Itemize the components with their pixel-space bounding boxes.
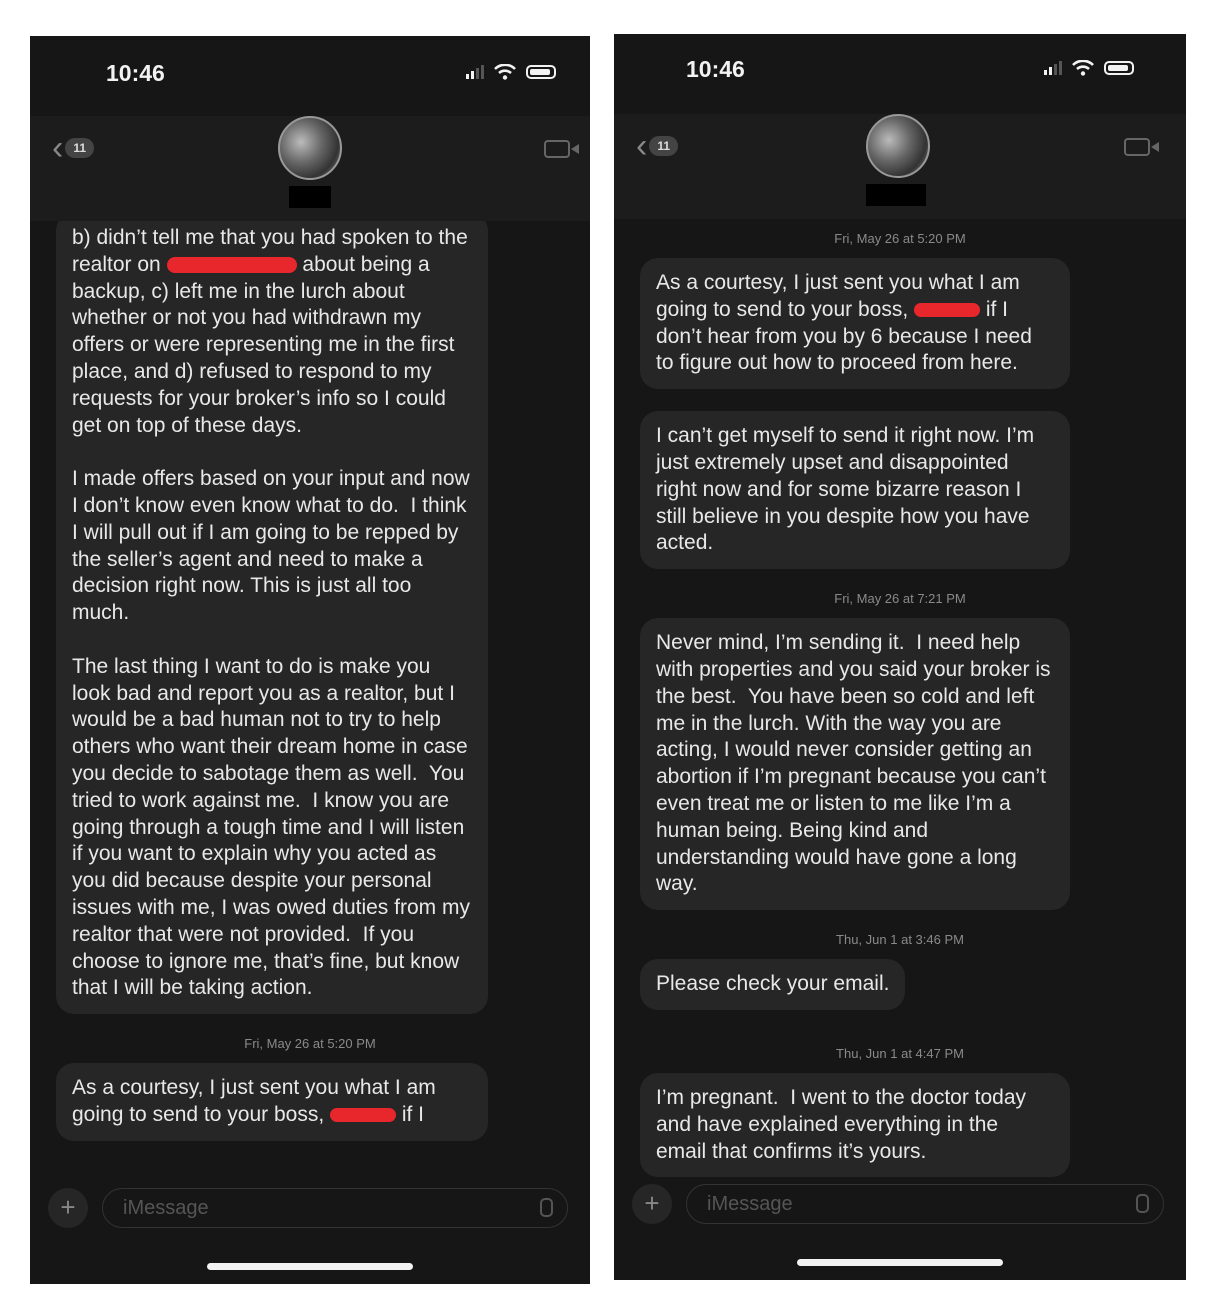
battery-icon <box>1104 61 1134 75</box>
message-thread[interactable] <box>614 219 1186 1182</box>
facetime-video-icon[interactable] <box>1124 138 1150 156</box>
clock: 10:46 <box>686 56 745 82</box>
back-button[interactable] <box>636 127 678 165</box>
message-text: I can’t get myself to send it right now. I’m just extremely upset and disappointed right now and for some bizarre reason I still believe in you despite how you have acted. <box>656 424 1041 555</box>
conversation-header <box>614 114 1186 219</box>
home-indicator <box>797 1259 1003 1266</box>
redaction-mark <box>330 1108 396 1122</box>
system-icons <box>1044 60 1134 76</box>
clock: 10:46 <box>106 60 165 86</box>
message-bubble <box>640 618 1070 910</box>
left-phone-screenshot <box>30 36 590 1284</box>
chevron-left-icon: ‹ <box>636 127 648 165</box>
composer-bar <box>30 1186 590 1284</box>
microphone-icon[interactable] <box>1136 1194 1149 1213</box>
message-text: if I don’t hear from you by 6 because I need to figure out how to proceed from here. <box>656 297 1038 375</box>
message-text: about being a backup, c) left me in the lurch about whether or not you had withdrawn my offers or were representing me in the first place, and d) refused to respond to my requests for your broker’s info so I could get on top of these days. I made offers based on your input and now I don’t know even know what to do. I think I will pull out if I am going to be repped by the seller’s agent and need to make a decision right now. This is just all too much. The last thing I want to do is make you look bad and report you as a realtor, but I would be a bad human not to try to help others who want their dream home in case you decide to sabotage them as well. You tried to work against me. I know you are going through a tough time and I will listen if you want to explain why you acted as you did because despite your personal issues with me, I was owed duties from my realtor that were not provided. If you choose to ignore me, that’s fine, but know that I will be taking action. <box>72 252 470 1000</box>
message-bubble <box>640 258 1070 389</box>
composer-bar <box>614 1182 1186 1280</box>
contact-avatar[interactable] <box>278 116 342 180</box>
contact-avatar[interactable] <box>866 114 930 178</box>
message-text: I’m pregnant. I went to the doctor today and have explained everything in the email that confirms it’s yours. <box>656 1085 1032 1163</box>
unread-count-badge: 11 <box>65 138 94 158</box>
home-indicator <box>207 1263 413 1270</box>
facetime-video-icon[interactable] <box>544 140 570 158</box>
message-text: As a courtesy, I just sent you what I am going to send to your boss, <box>656 271 1026 321</box>
message-text: As a courtesy, I just sent you what I am going to send to your boss, <box>72 1076 442 1126</box>
chevron-left-icon: ‹ <box>52 129 64 167</box>
message-input-placeholder: iMessage <box>123 1197 209 1219</box>
wifi-icon <box>1072 60 1094 76</box>
message-text: Never mind, I’m sending it. I need help with properties and you said your broker is the best. You have been so cold and left me in the lurch. With the way you are acting, I would never consider getting an abortion if I’m pregnant because you can’t even treat me or listen to me like I’m a human being. Being kind and understanding would have gone a long way. <box>656 631 1057 896</box>
redacted-contact-name <box>289 186 331 208</box>
back-button[interactable] <box>52 129 94 167</box>
timestamp: Thu, Jun 1 at 4:47 PM <box>836 1045 964 1061</box>
timestamp: Fri, May 26 at 5:20 PM <box>834 231 966 246</box>
message-bubble <box>640 1073 1070 1177</box>
status-bar <box>30 36 590 116</box>
message-input[interactable] <box>686 1184 1164 1224</box>
message-bubble <box>640 411 1070 569</box>
message-bubble <box>640 959 905 1010</box>
conversation-header <box>30 116 590 221</box>
cellular-signal-icon <box>466 65 484 79</box>
timestamp: Fri, May 26 at 7:21 PM <box>834 591 966 607</box>
message-text: b) didn’t tell me that you had spoken to the realtor on <box>72 226 474 276</box>
plus-icon[interactable]: + <box>632 1184 672 1224</box>
battery-icon <box>526 65 556 79</box>
message-input-placeholder: iMessage <box>707 1193 793 1215</box>
status-bar <box>614 34 1186 114</box>
timestamp: Thu, Jun 1 at 3:46 PM <box>836 932 964 948</box>
right-phone-screenshot <box>614 34 1186 1280</box>
message-thread[interactable] <box>30 221 590 1186</box>
plus-icon[interactable]: + <box>48 1188 88 1228</box>
microphone-icon[interactable] <box>540 1198 553 1217</box>
cellular-signal-icon <box>1044 61 1062 75</box>
timestamp: Fri, May 26 at 5:20 PM <box>244 1036 376 1052</box>
redaction-mark <box>914 303 980 317</box>
message-text: if I <box>396 1102 425 1126</box>
message-bubble <box>56 221 488 1014</box>
unread-count-badge: 11 <box>649 136 678 156</box>
message-input[interactable] <box>102 1188 568 1228</box>
message-text: Please check your email. <box>656 972 890 996</box>
message-bubble <box>56 1063 488 1141</box>
redaction-mark <box>167 257 297 273</box>
wifi-icon <box>494 64 516 80</box>
system-icons <box>466 64 556 80</box>
redacted-contact-name <box>866 184 926 206</box>
